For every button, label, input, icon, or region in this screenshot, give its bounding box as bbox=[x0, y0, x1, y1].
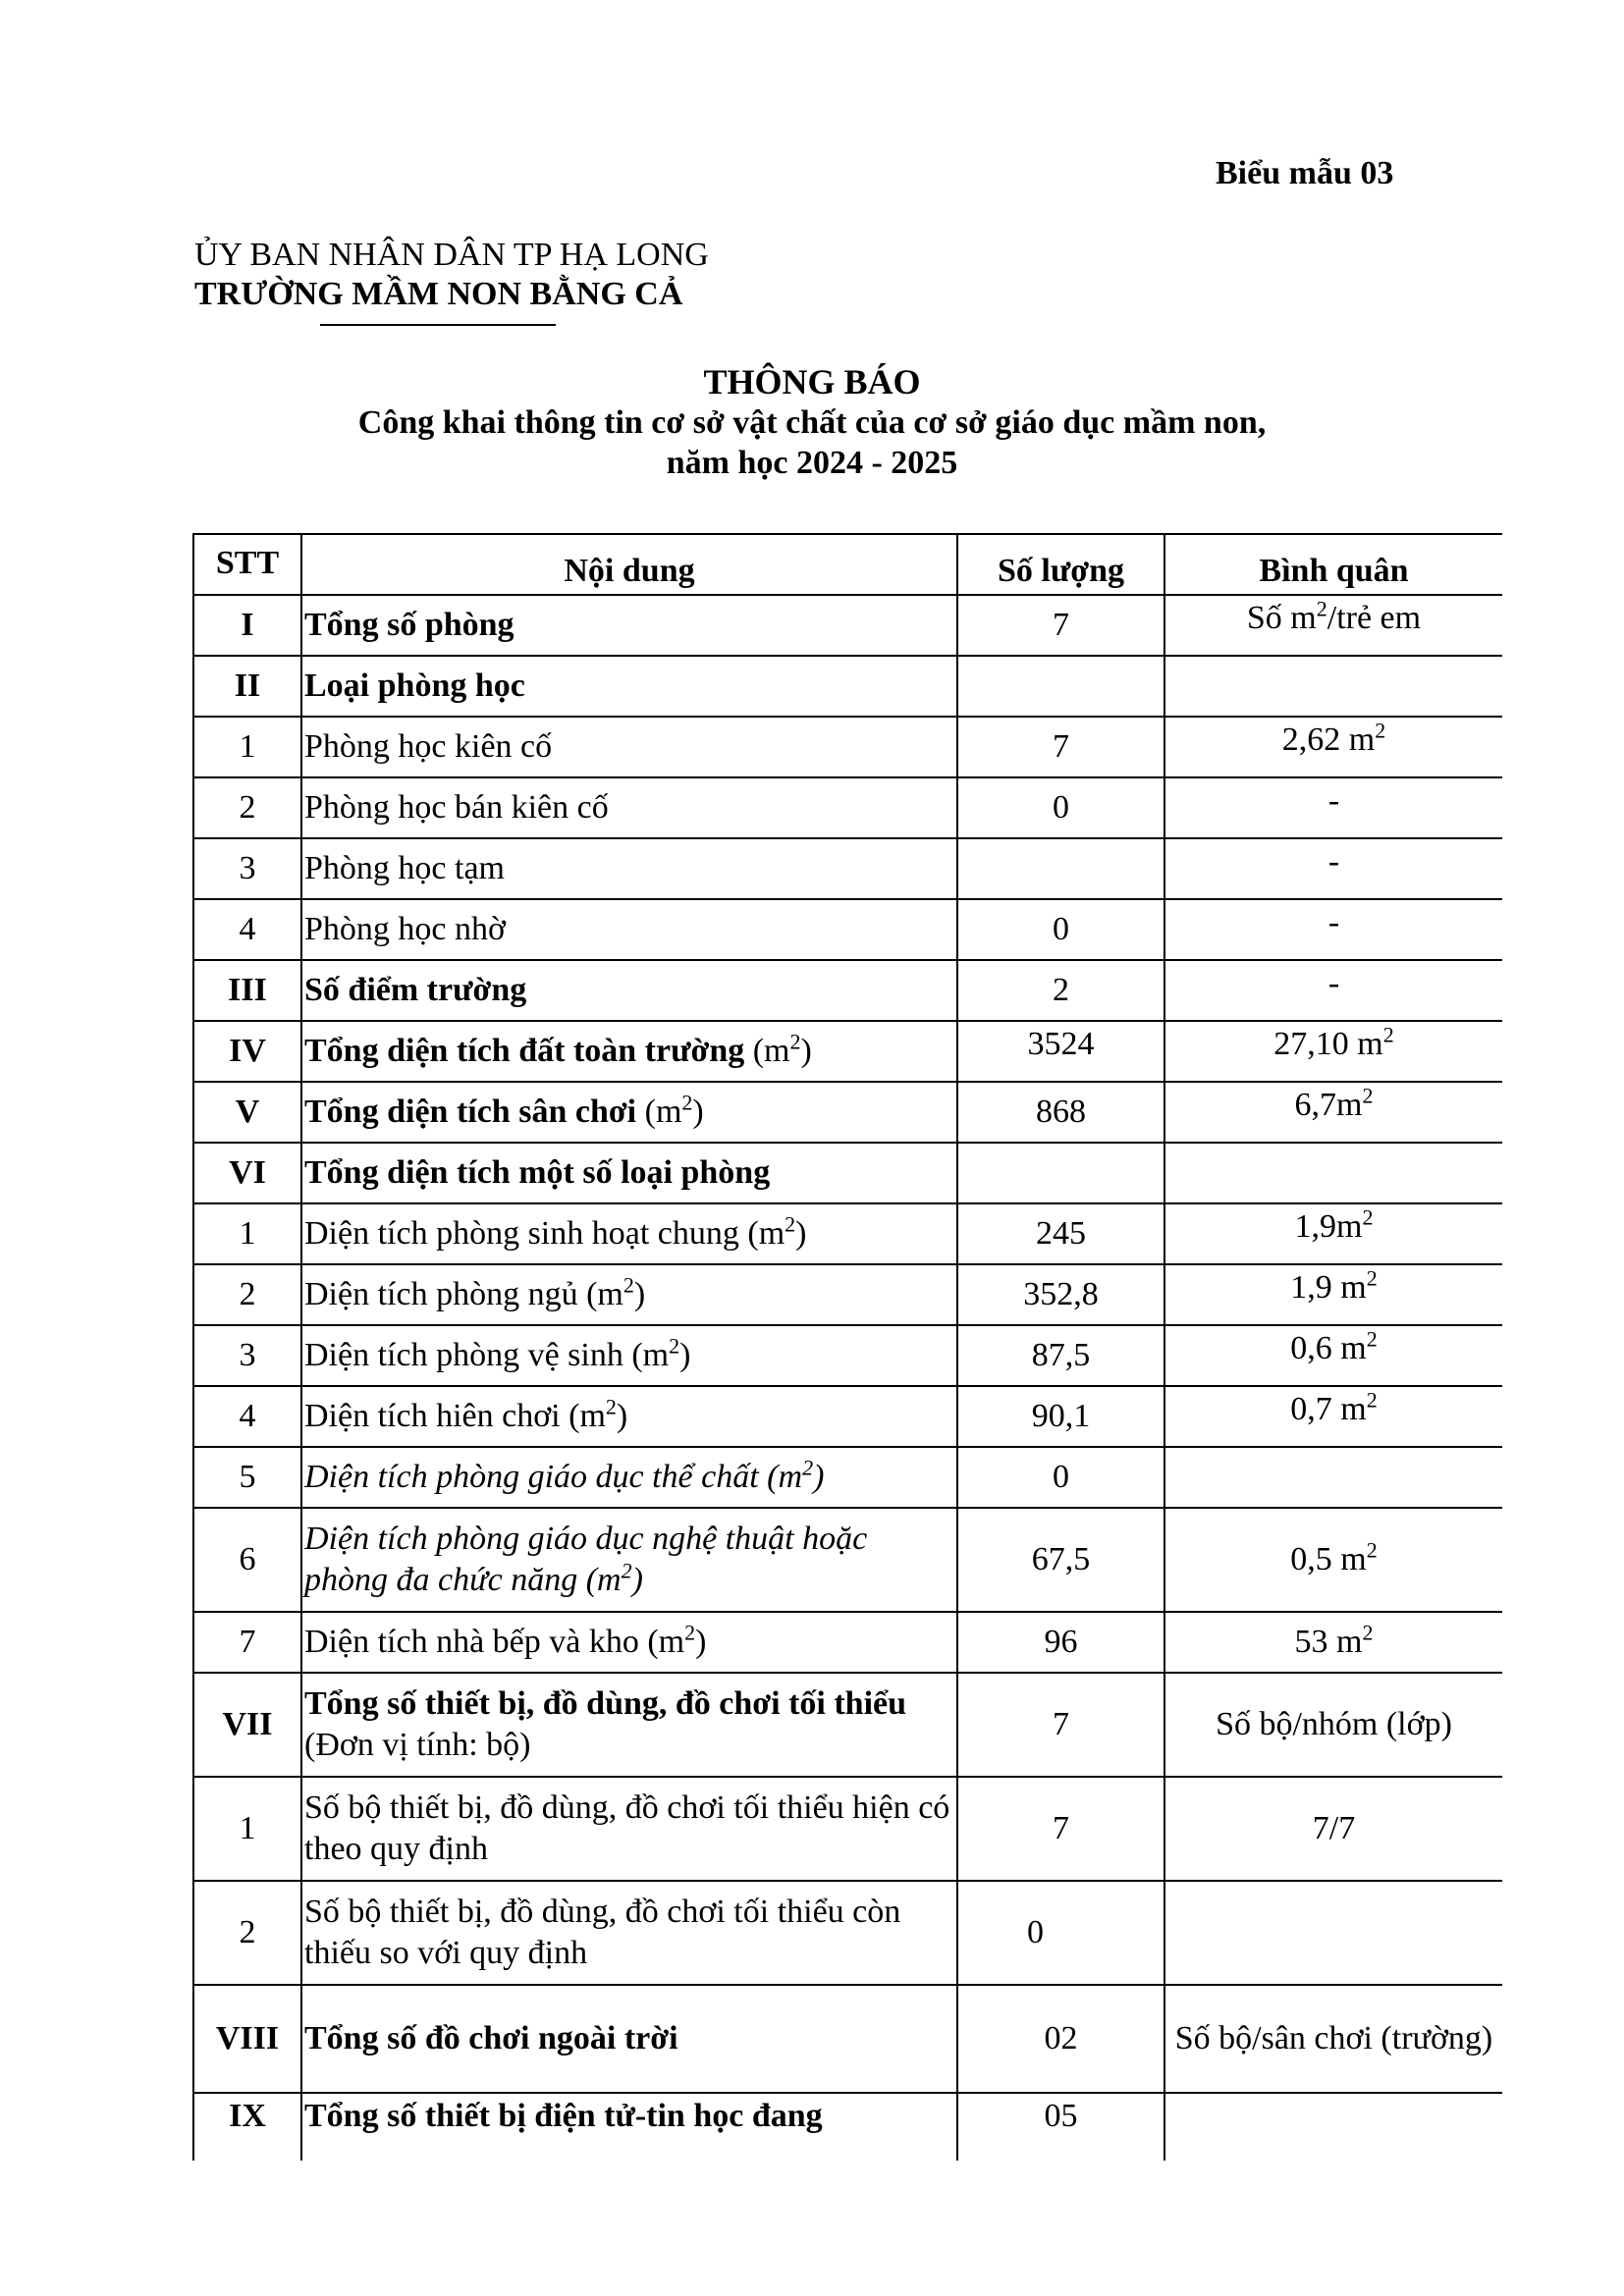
row-quantity: 7 bbox=[957, 595, 1164, 656]
title-main: THÔNG BÁO bbox=[703, 362, 921, 401]
row-average: 0,5 $m^2$ bbox=[1164, 1508, 1502, 1612]
row-stt: I bbox=[193, 595, 301, 656]
row-content: Phòng học bán kiên cố bbox=[301, 777, 957, 838]
row-label: Tổng diện tích đất toàn trường bbox=[304, 1033, 745, 1069]
row-content: Diện tích phòng giáo dục nghệ thuật hoặc phòng đa chức năng $(m^2)$ bbox=[301, 1508, 957, 1612]
facilities-table-wrapper bbox=[192, 533, 1502, 2161]
row-quantity: 0 bbox=[957, 1881, 1164, 1985]
row-quantity: 3524 bbox=[957, 1021, 1164, 1082]
row-content: Phòng học kiên cố bbox=[301, 717, 957, 777]
row-stt: VI bbox=[193, 1143, 301, 1203]
row-stt: 5 bbox=[193, 1447, 301, 1508]
row-average: Số bộ/sân chơi (trường) bbox=[1164, 1985, 1502, 2093]
form-code: Biểu mẫu 03 bbox=[1216, 155, 1394, 191]
row-quantity: 7 bbox=[957, 1673, 1164, 1777]
row-average bbox=[1164, 1881, 1502, 1985]
row-average: 2,62 $m^2$ bbox=[1164, 717, 1502, 777]
row-quantity: 352,8 bbox=[957, 1264, 1164, 1325]
row-quantity: 0 bbox=[957, 1447, 1164, 1508]
row-stt: V bbox=[193, 1082, 301, 1143]
row-stt: 2 bbox=[193, 777, 301, 838]
row-average: 53 $m^2$ bbox=[1164, 1612, 1502, 1673]
table-row bbox=[193, 2093, 1502, 2161]
row-content: Số bộ thiết bị, đồ dùng, đồ chơi tối thiểu hiện có theo quy định bbox=[301, 1777, 957, 1881]
header-stt: STT bbox=[193, 534, 301, 595]
row-stt: 3 bbox=[193, 1325, 301, 1386]
row-stt: 7 bbox=[193, 1612, 301, 1673]
row-content: Diện tích hiên chơi $(m^2)$ bbox=[301, 1386, 957, 1447]
table-row bbox=[193, 777, 1502, 838]
table-row bbox=[193, 1881, 1502, 1985]
row-content: Phòng học tạm bbox=[301, 838, 957, 899]
row-stt: IX bbox=[193, 2093, 301, 2161]
row-average: 0,6 $m^2$ bbox=[1164, 1325, 1502, 1386]
table-row bbox=[193, 1508, 1502, 1612]
row-stt: 6 bbox=[193, 1508, 301, 1612]
table-row bbox=[193, 1143, 1502, 1203]
row-stt: 4 bbox=[193, 1386, 301, 1447]
row-quantity: 2 bbox=[957, 960, 1164, 1021]
table-row bbox=[193, 1325, 1502, 1386]
row-quantity: 96 bbox=[957, 1612, 1164, 1673]
row-content: Phòng học nhờ bbox=[301, 899, 957, 960]
row-average: $6,7m^2$ bbox=[1164, 1082, 1502, 1143]
row-content: Tổng số thiết bị điện tử-tin học đang bbox=[301, 2093, 957, 2161]
row-content: Tổng số phòng bbox=[301, 595, 957, 656]
header-quantity: Số lượng bbox=[957, 534, 1164, 595]
header-average: Bình quân bbox=[1164, 534, 1502, 595]
row-average: Số $m^2$/trẻ em bbox=[1164, 595, 1502, 656]
row-stt: II bbox=[193, 656, 301, 717]
row-average: 0,7 $m^2$ bbox=[1164, 1386, 1502, 1447]
row-quantity: 245 bbox=[957, 1203, 1164, 1264]
row-quantity: 868 bbox=[957, 1082, 1164, 1143]
row-quantity: 02 bbox=[957, 1985, 1164, 2093]
row-average bbox=[1164, 2093, 1502, 2161]
table-row bbox=[193, 1021, 1502, 1082]
table-row bbox=[193, 656, 1502, 717]
row-content bbox=[301, 1021, 957, 1082]
table-row bbox=[193, 1985, 1502, 2093]
table-row bbox=[193, 1612, 1502, 1673]
row-content: Diện tích phòng sinh hoạt chung $(m^2)$ bbox=[301, 1203, 957, 1264]
row-average: - bbox=[1164, 838, 1502, 899]
row-stt: 3 bbox=[193, 838, 301, 899]
header-underline bbox=[320, 324, 556, 326]
document-title bbox=[0, 361, 1624, 483]
header-content: Nội dung bbox=[301, 534, 957, 595]
row-stt: 1 bbox=[193, 1203, 301, 1264]
row-stt: IV bbox=[193, 1021, 301, 1082]
org-header bbox=[194, 236, 709, 314]
row-quantity bbox=[957, 1143, 1164, 1203]
row-quantity: 0 bbox=[957, 899, 1164, 960]
table-row bbox=[193, 1777, 1502, 1881]
row-stt: VIII bbox=[193, 1985, 301, 2093]
row-quantity: 90,1 bbox=[957, 1386, 1164, 1447]
row-content: Số điểm trường bbox=[301, 960, 957, 1021]
row-content: Loại phòng học bbox=[301, 656, 957, 717]
row-content bbox=[301, 1082, 957, 1143]
row-average: 7/7 bbox=[1164, 1777, 1502, 1881]
table-row bbox=[193, 1673, 1502, 1777]
row-stt: III bbox=[193, 960, 301, 1021]
school-name: TRƯỜNG MẦM NON BẰNG CẢ bbox=[194, 276, 683, 312]
row-stt: 2 bbox=[193, 1264, 301, 1325]
row-quantity: 05 bbox=[957, 2093, 1164, 2161]
row-average: $1,9m^2$ bbox=[1164, 1203, 1502, 1264]
table-row bbox=[193, 838, 1502, 899]
row-unit: $(m^2)$ bbox=[636, 1090, 704, 1130]
title-line-1: Công khai thông tin cơ sở vật chất của cơ sở giáo dục mầm non, bbox=[357, 404, 1267, 441]
row-content: Tổng diện tích một số loại phòng bbox=[301, 1143, 957, 1203]
table-row bbox=[193, 960, 1502, 1021]
table-row bbox=[193, 1447, 1502, 1508]
row-average bbox=[1164, 1143, 1502, 1203]
row-average: 1,9 $m^2$ bbox=[1164, 1264, 1502, 1325]
facilities-table bbox=[192, 533, 1502, 2161]
table-row bbox=[193, 1082, 1502, 1143]
row-average: - bbox=[1164, 960, 1502, 1021]
row-quantity: 0 bbox=[957, 777, 1164, 838]
row-content: Diện tích phòng vệ $\sinh (m^2)$ bbox=[301, 1325, 957, 1386]
table-row bbox=[193, 1264, 1502, 1325]
row-label: Tổng số thiết bị, đồ dùng, đồ chơi tối thiểu bbox=[304, 1685, 907, 1722]
row-unit: (Đơn vị tính: bộ) bbox=[304, 1727, 531, 1763]
table-row bbox=[193, 595, 1502, 656]
row-average: - bbox=[1164, 899, 1502, 960]
table-row bbox=[193, 717, 1502, 777]
row-stt: 1 bbox=[193, 717, 301, 777]
row-quantity: 87,5 bbox=[957, 1325, 1164, 1386]
row-average: 27,10 $m^2$ bbox=[1164, 1021, 1502, 1082]
row-content: Diện tích nhà bếp và kho $(m^2)$ bbox=[301, 1612, 957, 1673]
row-quantity: 7 bbox=[957, 1777, 1164, 1881]
row-unit: $(m^2)$ bbox=[744, 1029, 812, 1069]
title-line-2: năm học 2024 - 2025 bbox=[666, 445, 958, 481]
row-quantity bbox=[957, 656, 1164, 717]
row-stt: 4 bbox=[193, 899, 301, 960]
row-content: Diện tích phòng giáo dục thể chất $(m^2)$ bbox=[301, 1447, 957, 1508]
row-content bbox=[301, 1673, 957, 1777]
row-average bbox=[1164, 656, 1502, 717]
row-quantity bbox=[957, 838, 1164, 899]
table-row bbox=[193, 1386, 1502, 1447]
table-row bbox=[193, 899, 1502, 960]
row-stt: VII bbox=[193, 1673, 301, 1777]
row-stt: 2 bbox=[193, 1881, 301, 1985]
row-content: Số bộ thiết bị, đồ dùng, đồ chơi tối thiểu còn thiếu so với quy định bbox=[301, 1881, 957, 1985]
row-average bbox=[1164, 1447, 1502, 1508]
table-row bbox=[193, 1203, 1502, 1264]
table-header-row bbox=[193, 534, 1502, 595]
row-quantity: 67,5 bbox=[957, 1508, 1164, 1612]
row-content: Tổng số đồ chơi ngoài trời bbox=[301, 1985, 957, 2093]
row-quantity: 7 bbox=[957, 717, 1164, 777]
row-stt: 1 bbox=[193, 1777, 301, 1881]
authority-name: ỦY BAN NHÂN DÂN TP HẠ LONG bbox=[194, 237, 709, 273]
row-content: Diện tích phòng ngủ $(m^2)$ bbox=[301, 1264, 957, 1325]
row-label: Tổng diện tích sân chơi bbox=[304, 1094, 637, 1130]
row-average: Số bộ/nhóm (lớp) bbox=[1164, 1673, 1502, 1777]
row-average: - bbox=[1164, 777, 1502, 838]
